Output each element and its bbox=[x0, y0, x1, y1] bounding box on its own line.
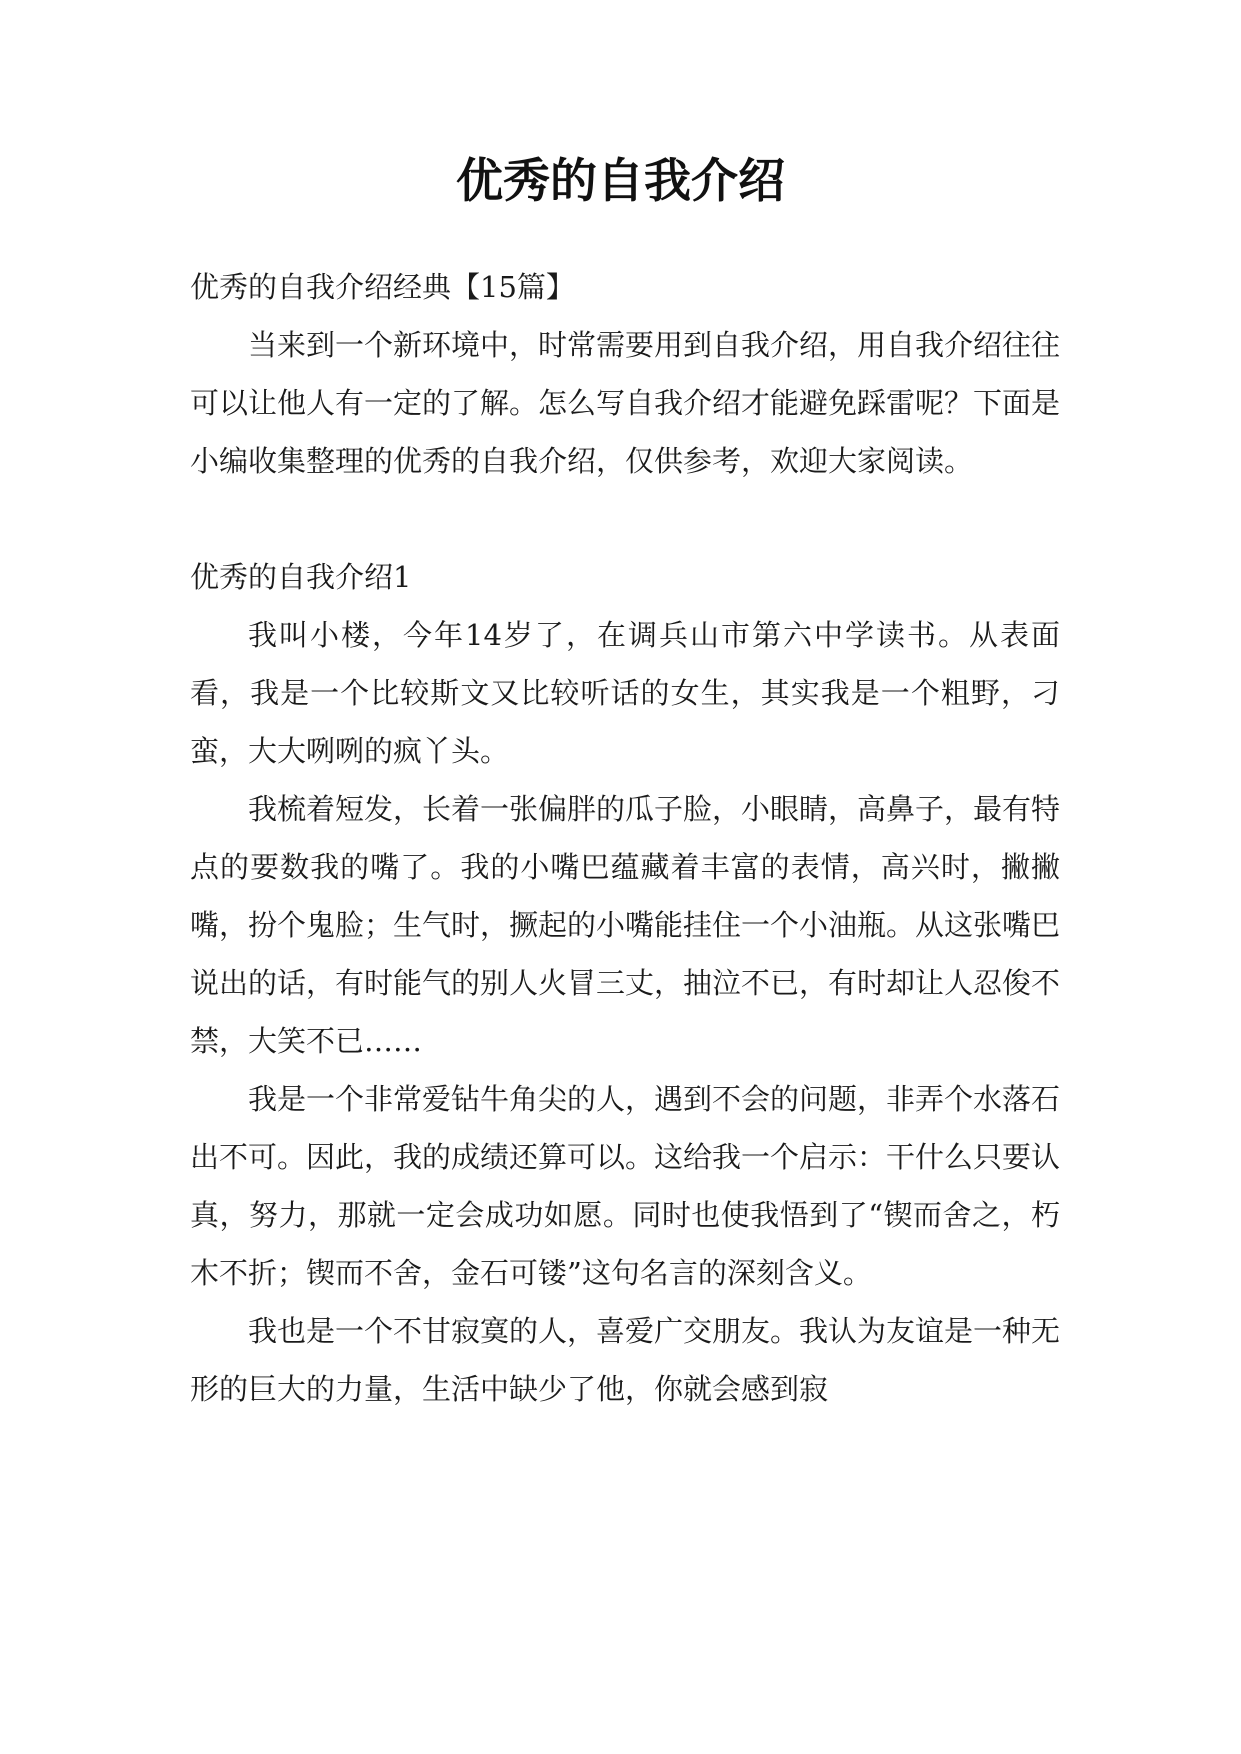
section-spacer bbox=[190, 490, 1060, 548]
body-paragraph: 我是一个非常爱钻牛角尖的人，遇到不会的问题，非弄个水落石出不可。因此，我的成绩还算可以。这给我一个启示：干什么只要认真，努力，那就一定会成功如愿。同时也使我悟到了“锲而舍之，朽木不折；锲而不舍，金石可镂”这句名言的深刻含义。 bbox=[190, 1082, 1061, 1290]
intro-paragraph: 当来到一个新环境中，时常需要用到自我介绍，用自我介绍往往可以让他人有一定的了解。怎么写自我介绍才能避免踩雷呢？下面是小编收集整理的优秀的自我介绍，仅供参考，欢迎大家阅读。 bbox=[190, 328, 1061, 478]
body-paragraph: 我也是一个不甘寂寞的人，喜爱广交朋友。我认为友谊是一种无形的巨大的力量，生活中缺少了他，你就会感到寂 bbox=[190, 1314, 1061, 1406]
document-body bbox=[190, 258, 1060, 1418]
document-title: 优秀的自我介绍 bbox=[456, 154, 785, 209]
body-paragraph: 我叫小楼，今年14岁了，在调兵山市第六中学读书。从表面看，我是一个比较斯文又比较听话的女生，其实我是一个粗野，刁蛮，大大咧咧的疯丫头。 bbox=[190, 618, 1060, 768]
document-subtitle: 优秀的自我介绍经典【15篇】 bbox=[190, 270, 575, 304]
body-paragraph: 我梳着短发，长着一张偏胖的瓜子脸，小眼睛，高鼻子，最有特点的要数我的嘴了。我的小嘴巴蕴藏着丰富的表情，高兴时，撇撇嘴，扮个鬼脸；生气时，撅起的小嘴能挂住一个小油瓶。从这张嘴巴说出的话，有时能气的别人火冒三丈，抽泣不已，有时却让人忍俊不禁，大笑不已…… bbox=[190, 792, 1061, 1058]
section-heading: 优秀的自我介绍1 bbox=[190, 560, 412, 594]
